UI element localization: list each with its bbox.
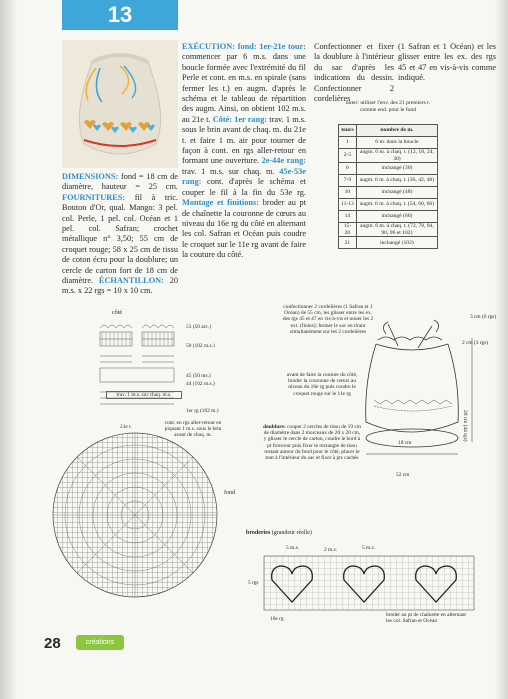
table-header: nombre de m. xyxy=(356,125,437,137)
label-cont: cont. en rgs aller-retour en piquant 1 m.s. sous le brin avant de chaq. m. xyxy=(164,420,222,439)
materials-column xyxy=(62,172,178,297)
echantillon-text: 20 m.s. x 22 rgs = 10 x 10 cm. xyxy=(62,276,179,296)
label-row-45: 45 (50 ms.) xyxy=(186,373,211,379)
table-cell-mailles: inchangé (48) xyxy=(356,187,437,199)
page-fold-shadow xyxy=(0,0,18,699)
bag-photo-drawing xyxy=(62,40,178,168)
table-cell-mailles: augm. 6 m. à chaq. t. (36, 42, 48) xyxy=(356,175,437,187)
table-cell-mailles: augm. 6 m. à chaq. t. (12, 18, 24, 30) xyxy=(356,149,437,163)
dim-18cm: 18 cm xyxy=(398,440,412,446)
rgs5-label: 5 rgs xyxy=(248,580,259,586)
fournitures-label: FOURNITURES: xyxy=(62,192,126,202)
table-cell-tours: 14 xyxy=(339,211,357,223)
ms5a-label: 5 m.s. xyxy=(286,545,300,551)
label-row-53: 53 (50 arc.) xyxy=(186,324,211,330)
table-cell-tours: 15-20 xyxy=(339,223,357,237)
table-row xyxy=(339,187,438,199)
rangs-label: 2e-44e rang: xyxy=(261,156,306,166)
table-row xyxy=(339,149,438,163)
label-row-50: 50 (102 m.s.) xyxy=(186,343,215,349)
cote-title: côté xyxy=(112,310,122,316)
doublure-note xyxy=(262,424,362,461)
bag-photo xyxy=(62,40,178,168)
page-number: 28 xyxy=(44,635,61,652)
rangs2-label: 45e-53e rang: xyxy=(182,166,306,187)
table-cell-mailles: inchangé (102) xyxy=(356,237,437,249)
table-header: tours xyxy=(339,125,357,137)
table-row xyxy=(339,237,438,249)
montage-text: broder au pt de chaînette la couronne de cœurs au niveau du 16e rg du côté en alternant les col. Safran et Océan puis coudre le croquet sur le 11e rg avant de faire la couture du côté. xyxy=(182,198,307,260)
fournitures-text: fil à tric. Bouton d'Or, qual. Mango: 3 pel. col. Perle, 1 pel. col. Océan et 1 pel. col. Safran; crochet métallique n° 3,50; 55 cm de croquet rouge; 58 x 25 cm de tissu de coton écru pour la doublure; un cercle de carton fort de 18 cm de diamètre. xyxy=(62,192,179,286)
magazine-logo: créations xyxy=(76,635,124,650)
table-cell-mailles: inchangé (30) xyxy=(356,163,437,175)
table-cell-mailles: 6 m. dans la boucle xyxy=(356,137,437,149)
broderies-subtitle: (grandeur réelle) xyxy=(271,530,312,536)
table-cell-tours: 2-5 xyxy=(339,149,357,163)
rg16-label: 16e rg xyxy=(270,616,284,622)
table-cell-tours: 11-13 xyxy=(339,199,357,211)
table-row xyxy=(339,223,438,237)
montage-label: Montage et finitions: xyxy=(182,198,259,208)
table-row xyxy=(339,175,438,187)
cordeliere-note: confectionner 2 cordelières (1 Safran et 1 Océan) de 55 cm, les glisser entre les ex. des rgs 45 et 47 en vis-à-vis et nouer les 2 ext. (finies); fermer le sac en tirant simultanément sur les 2 cordelières xyxy=(282,304,374,335)
cote-label: Côté: 1er rang: xyxy=(212,114,268,124)
label-row-44: 44 (102 m.s.) xyxy=(186,381,215,387)
increase-table xyxy=(338,124,438,249)
broderie-note: broder au pt de chaînette en alternant les col. Safran et Océan xyxy=(386,612,466,625)
table-cell-mailles: augm. 6 m. à chaq. t. (54, 60, 66) xyxy=(356,199,437,211)
label-21: 21e t. xyxy=(120,424,132,430)
cote-stitch-chart xyxy=(92,322,192,422)
model-number: 13 xyxy=(107,2,133,27)
page-edge-shadow xyxy=(494,0,508,699)
table-note: noter: utiliser l'env. des 21 premiers t. comme end. pour le fond xyxy=(345,100,431,113)
cote-text: trav. 1 m.s. sous le brin avant de chaq. m. du 21e t. et faire 1 m. air pour tourner de façon à cont. en rgs aller-retour en formant une ouverture. xyxy=(182,114,307,166)
label-trav: trav. 1 m.s. sur chaq. m.s. xyxy=(106,391,182,399)
table-row xyxy=(339,199,438,211)
dimensions-text: fond = 18 cm de diamètre, hauteur = 25 cm. xyxy=(62,172,178,192)
execution-text: commencer par 6 m.s. dans une boucle formée avec l'extrémité du fil Perle et cont. en m.s. en spirale (sans fermer les t.) en augm. d'après le schéma et le tableau de répartition des augm. Ainsi, on obtient 102 m.s. au 21e t. xyxy=(182,52,306,124)
fond-label: fond xyxy=(224,490,235,496)
dim-3cm: 3 cm (6 rgs) xyxy=(469,314,497,320)
finishing-column-a: Confectionner et fixer la doublure à l'intérieur du sac d'après les indications du dessin. Confectionner 2 cordelières xyxy=(314,42,394,104)
dim-20cm: 20 cm (44 rgs) xyxy=(462,410,468,442)
table-cell-mailles: inchangé (66) xyxy=(356,211,437,223)
table-row xyxy=(339,137,438,149)
heart-embroidery-grid xyxy=(264,556,474,612)
ms5b-label: 5 m.s. xyxy=(362,545,376,551)
ms2-label: 2 m.s. xyxy=(324,547,338,553)
label-row-1: 1er rg (102 m.) xyxy=(186,408,219,414)
table-cell-tours: 21 xyxy=(339,237,357,249)
execution-label: EXÉCUTION: fond: 1er-21e tour: xyxy=(182,42,306,51)
dim-52cm: 52 cm xyxy=(396,472,410,478)
rangs-text: trav. 1 m.s. sur chaq. m. xyxy=(182,166,275,176)
dim-2cm: 2 cm (3 rgs) xyxy=(462,340,489,346)
dimensions-label: DIMENSIONS: xyxy=(62,172,119,181)
rangs2-text: cont. d'après le schéma et couper le fil à la fin du 53e rg. xyxy=(182,177,306,197)
doublure-text: couper 2 cercles de tissu de 19 cm de diamètre dans 2 morceaux de 20 x 20 cm, y glisser le cercle de carton, coudre le bord à pt fronceur puis fixer le rectangle de tissu restant autour du fond pour le côté, placer le tout à l'intérieur du sac et fixer à pts cachés xyxy=(263,424,361,462)
table-cell-mailles: augm. 6 m. à chaq. t. (72, 78, 84, 90, 96 et 102) xyxy=(356,223,437,237)
table-row xyxy=(339,211,438,223)
table-cell-tours: 6 xyxy=(339,163,357,175)
table-row xyxy=(339,163,438,175)
doublure-label: doublure: xyxy=(263,424,286,430)
table-cell-tours: 10 xyxy=(339,187,357,199)
finishing-column-b: (1 Safran et 1 Océan) et les glisser entre les ex. des rgs 45 et 47 en vis-à-vis comme indiqué. xyxy=(398,42,496,83)
echantillon-label: ÉCHANTILLON: xyxy=(98,276,164,286)
execution-column xyxy=(182,42,306,261)
table-cell-tours: 7-9 xyxy=(339,175,357,187)
table-cell-tours: 1 xyxy=(339,137,357,149)
embroider-note: avant de faire la couture du côté, broder la couronne de cœurs au niveau du 16e rg puis coudre le croquet rouge sur le 11e rg xyxy=(286,372,358,397)
broderies-label: broderies xyxy=(246,530,271,536)
fond-stitch-circle xyxy=(50,430,220,600)
broderies-title xyxy=(246,530,312,536)
